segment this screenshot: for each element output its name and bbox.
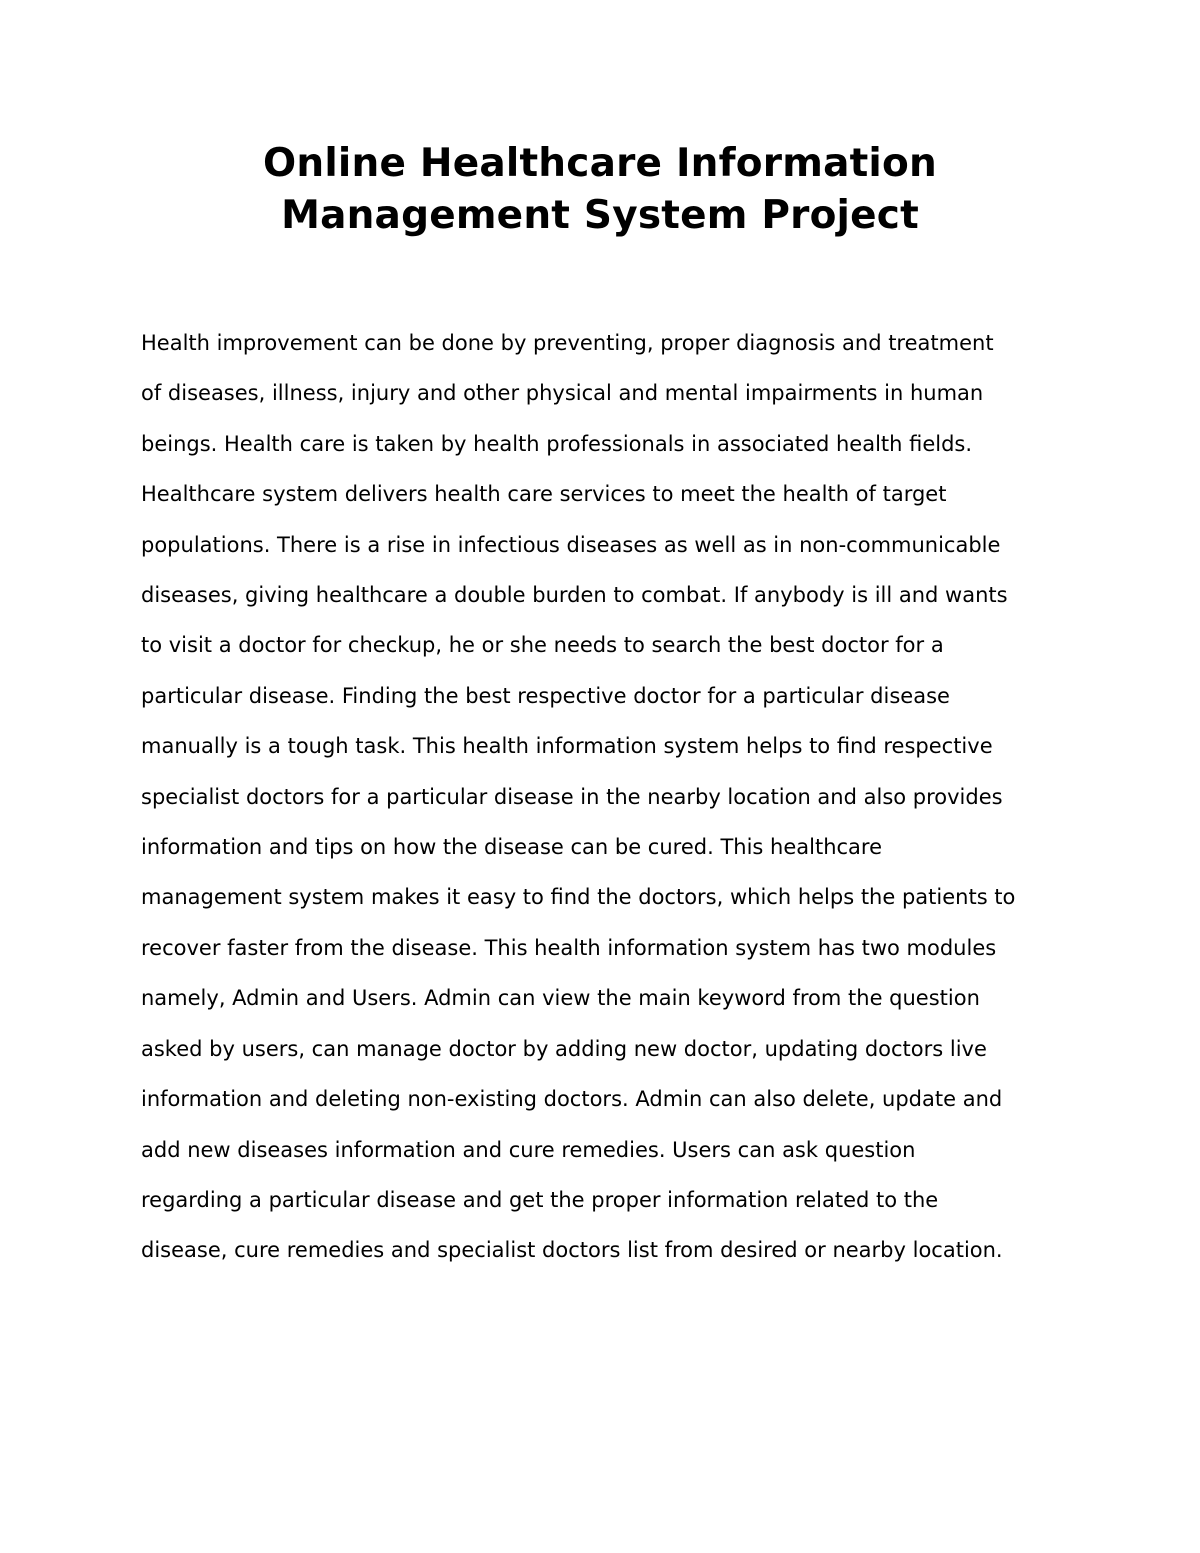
title-line: Online Healthcare Information bbox=[263, 141, 937, 186]
body-line: Health improvement can be done by preventing, proper diagnosis and treatment bbox=[141, 331, 994, 355]
body-line: Healthcare system delivers health care services to meet the health of target bbox=[141, 482, 947, 507]
title-line: Management System Project bbox=[281, 193, 919, 238]
body-line: manually is a tough task. This health information system helps to find respective bbox=[141, 734, 993, 759]
body-line: information and tips on how the disease can be cured. This healthcare bbox=[141, 835, 883, 860]
body-line: asked by users, can manage doctor by adding new doctor, updating doctors live bbox=[141, 1036, 987, 1061]
body-line: add new diseases information and cure remedies. Users can ask question bbox=[141, 1137, 916, 1162]
body-line: specialist doctors for a particular disease in the nearby location and also provides bbox=[141, 784, 1003, 809]
body-line: information and deleting non-existing doctors. Admin can also delete, update and bbox=[141, 1087, 1003, 1112]
body-line: management system makes it easy to find the doctors, which helps the patients to bbox=[141, 885, 1016, 910]
body-line: namely, Admin and Users. Admin can view the main keyword from the question bbox=[141, 986, 980, 1011]
body-line: beings. Health care is taken by health professionals in associated health fields. bbox=[141, 431, 973, 456]
body-line: regarding a particular disease and get the proper information related to the bbox=[141, 1187, 939, 1212]
body-line: particular disease. Finding the best respective doctor for a particular disease bbox=[141, 683, 950, 708]
body-line: diseases, giving healthcare a double burden to combat. If anybody is ill and wants bbox=[141, 583, 1008, 608]
document-title bbox=[100, 138, 1100, 242]
body-line: to visit a doctor for checkup, he or she needs to search the best doctor for a bbox=[141, 633, 944, 658]
body-line: populations. There is a rise in infectious diseases as well as in non-communicable bbox=[141, 532, 1001, 557]
body-line: recover faster from the disease. This health information system has two modules bbox=[141, 935, 997, 960]
body-line: of diseases, illness, injury and other physical and mental impairments in human bbox=[141, 381, 984, 406]
body-line: disease, cure remedies and specialist doctors list from desired or nearby location. bbox=[141, 1238, 1003, 1263]
document-body bbox=[141, 318, 1101, 1276]
